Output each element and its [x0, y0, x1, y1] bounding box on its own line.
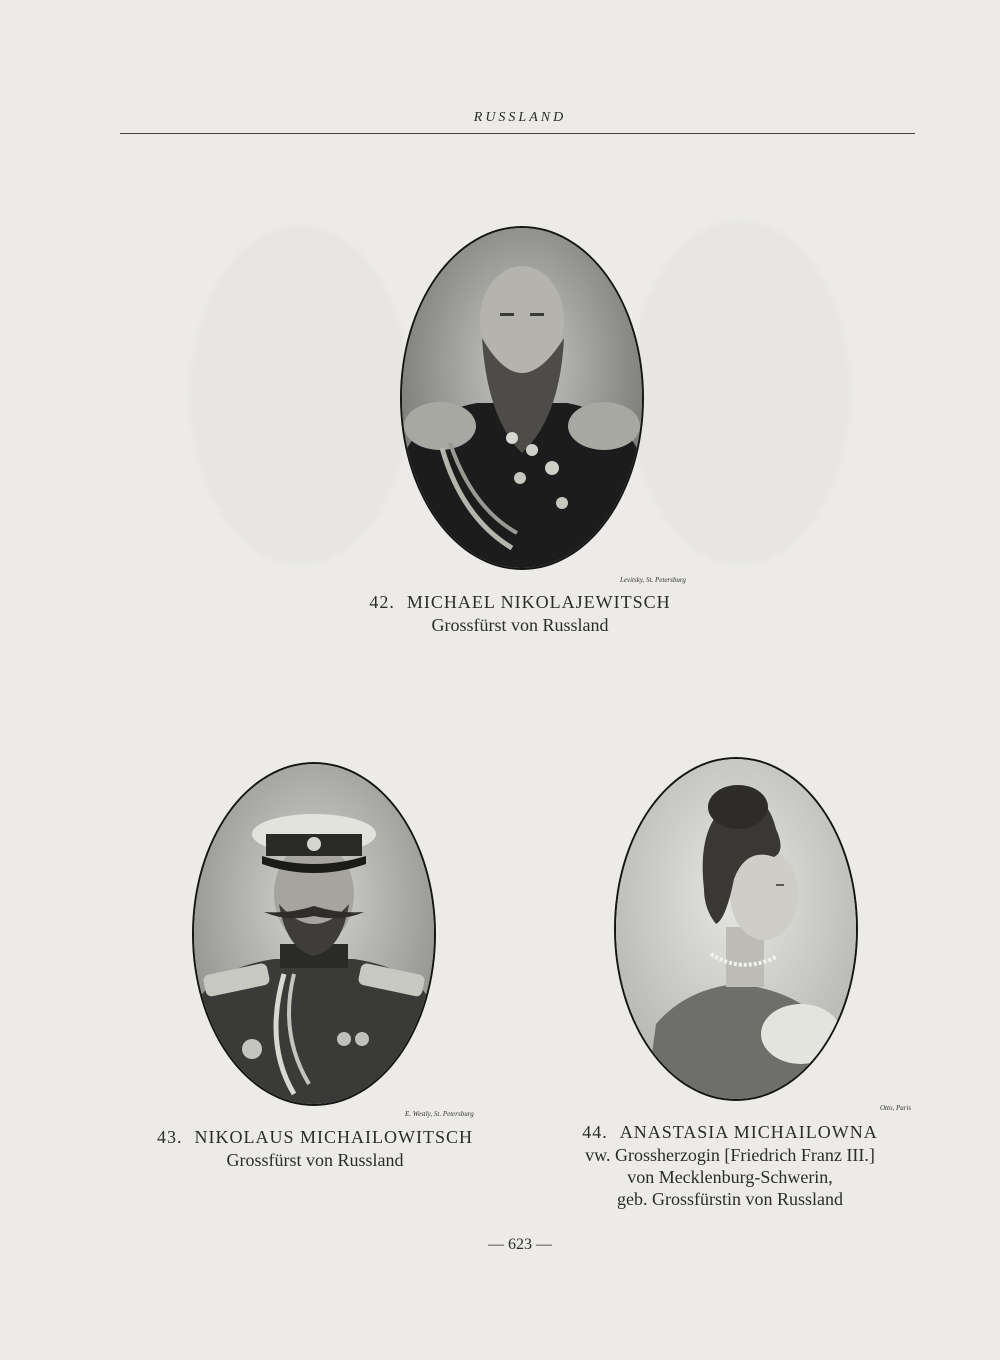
portrait-title-line-2: von Mecklenburg-Schwerin,: [627, 1167, 833, 1187]
portrait-name: ANASTASIA MICHAILOWNA: [619, 1122, 878, 1142]
running-head-rule: [120, 133, 915, 134]
portrait-nikolaus-michailowitsch: [192, 762, 436, 1106]
portrait-number: 43.: [157, 1127, 183, 1147]
portrait-michael-nikolajewitsch: [400, 226, 644, 570]
portrait-number: 42.: [369, 592, 395, 612]
portrait-name-line: [520, 1120, 940, 1144]
portrait-name: NIKOLAUS MICHAILOWITSCH: [194, 1127, 473, 1147]
running-head: RUSSLAND: [473, 110, 567, 125]
portrait-name: MICHAEL NIKOLAJEWITSCH: [406, 592, 671, 612]
photo-credit: E. Westly, St. Petersburg: [405, 1110, 474, 1118]
portrait-number: 44.: [582, 1122, 608, 1142]
portrait-title-line-1: vw. Grossherzogin [Friedrich Franz III.]: [585, 1145, 875, 1165]
photo-credit: Otto, Paris: [880, 1104, 912, 1112]
portrait-anastasia-michailowna: [614, 757, 858, 1101]
portrait-title: Grossfürst von Russland: [431, 615, 609, 635]
show-through-left: [190, 225, 410, 565]
show-through-right: [630, 220, 850, 565]
photo-credit: Levitsky, St. Petersburg: [620, 576, 686, 584]
portrait-title-line-3: geb. Grossfürstin von Russland: [617, 1189, 843, 1209]
page-number: — 623 —: [488, 1236, 552, 1253]
portrait-title: Grossfürst von Russland: [226, 1150, 404, 1170]
caption-42: [300, 590, 740, 636]
portrait-name-line: [300, 590, 740, 614]
caption-43: [100, 1125, 530, 1171]
caption-44: [520, 1120, 940, 1210]
portrait-name-line: [100, 1125, 530, 1149]
